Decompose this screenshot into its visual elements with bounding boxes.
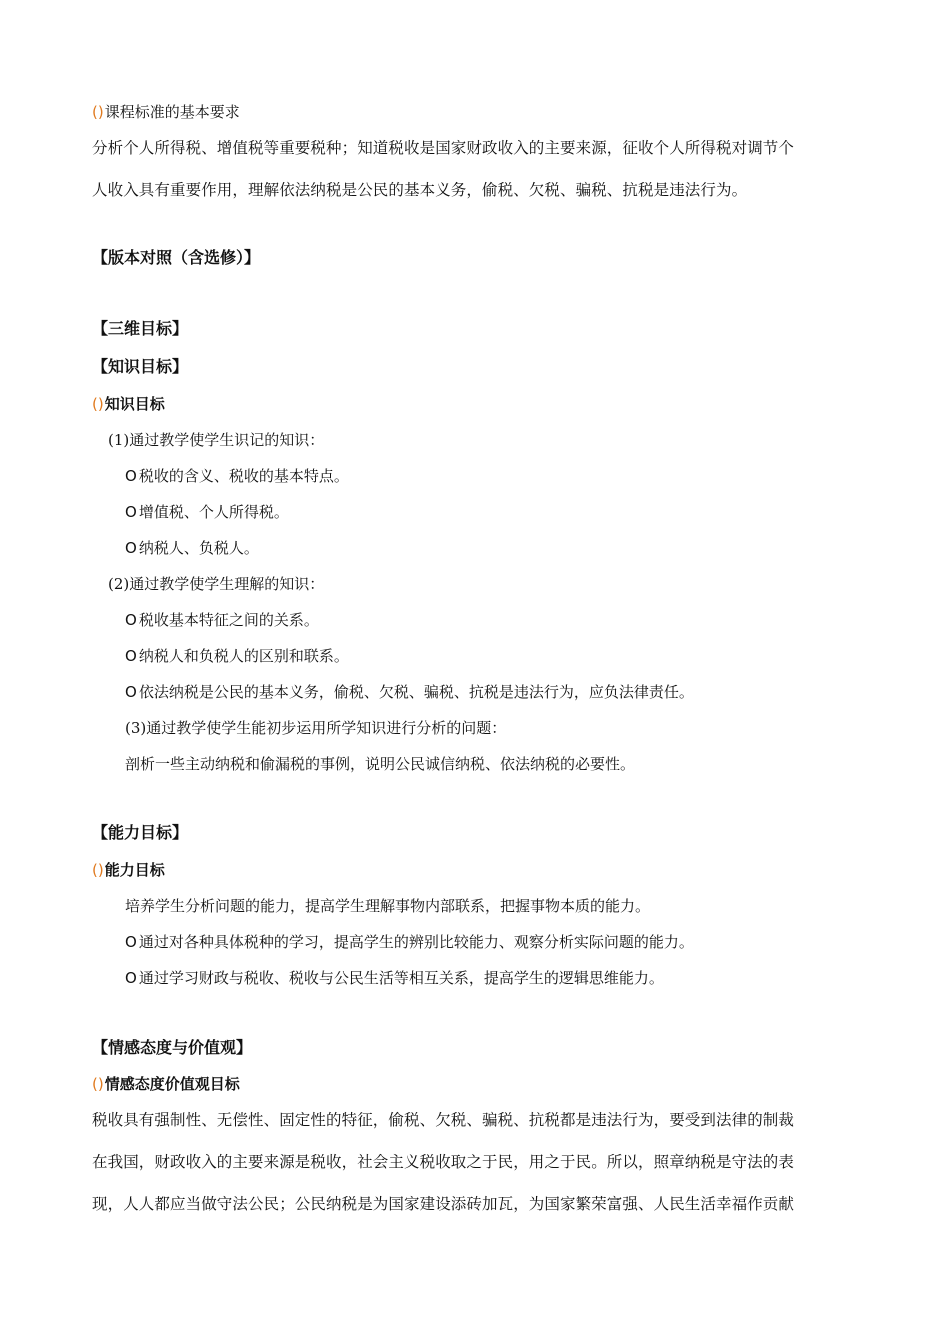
standard-paragraph-line: 人收入具有重要作用，理解依法纳税是公民的基本义务，偷税、欠税、骗税、抗税是违法行为。 (92, 181, 748, 199)
knowledge-group-2: (2)通过教学使学生理解的知识： (108, 575, 325, 593)
list-item: O 通过对各种具体税种的学习，提高学生的辨别比较能力、观察分析实际问题的能力。 (125, 933, 694, 951)
standard-subtitle: ()课程标准的基本要求 (92, 103, 240, 121)
knowledge-heading: 【知识目标】 (92, 357, 189, 376)
emotion-paragraph-line: 税收具有强制性、无偿性、固定性的特征，偷税、欠税、骗税、抗税都是违法行为，要受到法律的制裁 (92, 1111, 795, 1129)
circle-bullet-icon: O (125, 969, 137, 987)
knowledge-group-3-text: 剖析一些主动纳税和偷漏税的事例，说明公民诚信纳税、依法纳税的必要性。 (125, 755, 636, 773)
knowledge-subtitle: ()知识目标 (92, 395, 165, 413)
list-item: O 税收的含义、税收的基本特点。 (125, 467, 349, 485)
emotion-paragraph-line: 在我国，财政收入的主要来源是税收，社会主义税收取之于民，用之于民。所以，照章纳税是守法的表 (92, 1153, 795, 1171)
bracket-marker-icon: () (92, 103, 104, 121)
bracket-marker-icon: () (92, 1075, 104, 1093)
list-item: O 依法纳税是公民的基本义务，偷税、欠税、骗税、抗税是违法行为，应负法律责任。 (125, 683, 694, 701)
list-item: O 纳税人和负税人的区别和联系。 (125, 647, 349, 665)
bracket-marker-icon: () (92, 395, 104, 413)
standard-paragraph-line: 分析个人所得税、增值税等重要税种；知道税收是国家财政收入的主要来源，征收个人所得税对调节个 (92, 139, 795, 157)
knowledge-group-1: (1)通过教学使学生识记的知识： (108, 431, 325, 449)
circle-bullet-icon: O (125, 611, 137, 629)
list-item: O 纳税人、负税人。 (125, 539, 259, 557)
circle-bullet-icon: O (125, 683, 137, 701)
circle-bullet-icon: O (125, 933, 137, 951)
circle-bullet-icon: O (125, 503, 137, 521)
three-dim-heading: 【三维目标】 (92, 319, 189, 338)
ability-subtitle: ()能力目标 (92, 861, 165, 879)
circle-bullet-icon: O (125, 467, 137, 485)
ability-intro: 培养学生分析问题的能力，提高学生理解事物内部联系，把握事物本质的能力。 (125, 897, 651, 915)
bracket-marker-icon: () (92, 861, 104, 879)
ability-heading: 【能力目标】 (92, 823, 189, 842)
version-heading: 【版本对照（含选修）】 (92, 248, 261, 267)
emotion-paragraph-line: 现，人人都应当做守法公民；公民纳税是为国家建设添砖加瓦，为国家繁荣富强、人民生活幸福作贡献 (92, 1195, 795, 1213)
emotion-heading: 【情感态度与价值观】 (92, 1038, 253, 1057)
list-item: O 增值税、个人所得税。 (125, 503, 289, 521)
circle-bullet-icon: O (125, 539, 137, 557)
emotion-subtitle: ()情感态度价值观目标 (92, 1075, 240, 1093)
knowledge-group-3: (3)通过教学使学生能初步运用所学知识进行分析的问题： (125, 719, 507, 737)
list-item: O 通过学习财政与税收、税收与公民生活等相互关系，提高学生的逻辑思维能力。 (125, 969, 664, 987)
circle-bullet-icon: O (125, 647, 137, 665)
list-item: O 税收基本特征之间的关系。 (125, 611, 319, 629)
